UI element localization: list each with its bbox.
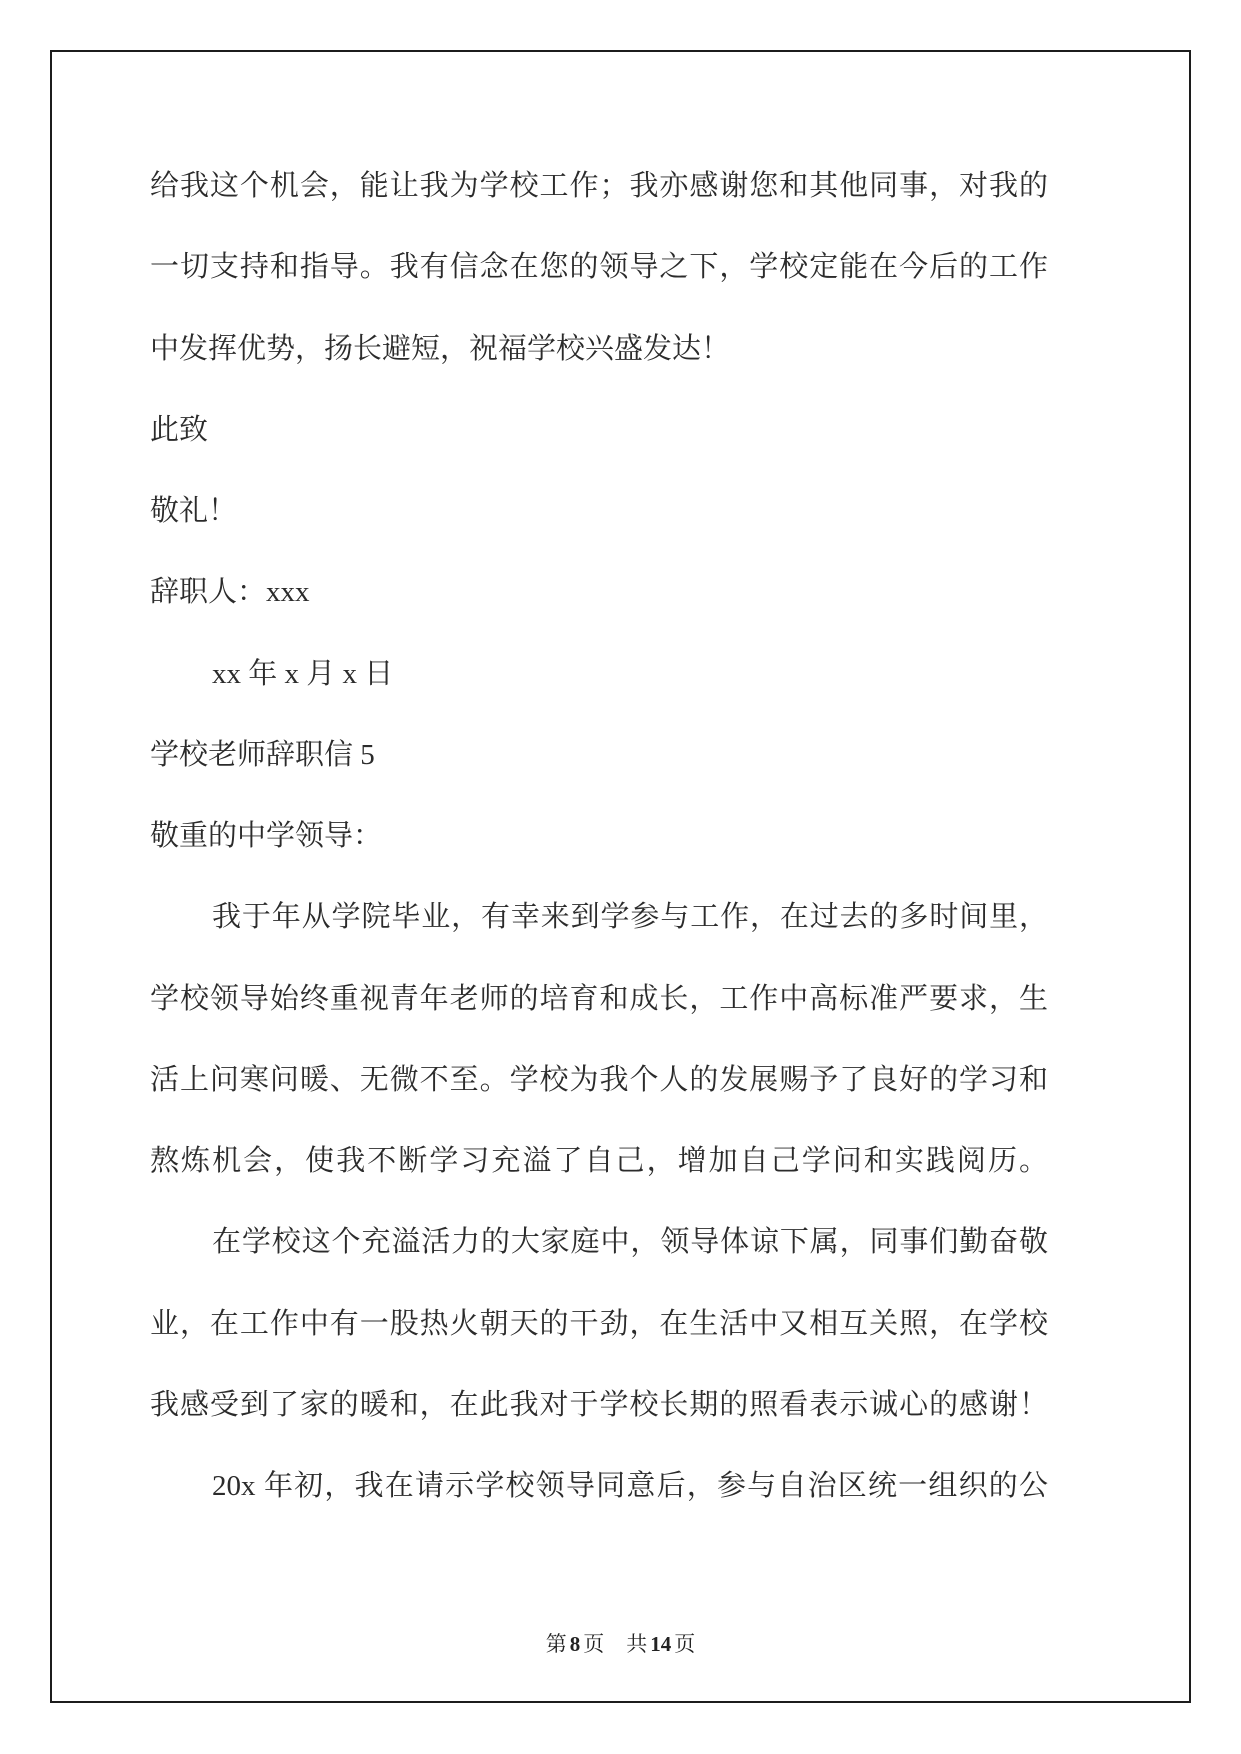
letter-line: 中发挥优势，扬长避短，祝福学校兴盛发达！ (150, 332, 731, 365)
letter-line-salutation-cizhi: 此致 (150, 413, 209, 446)
letter-line: 20x 年初，我在请示学校领导同意后，参与自治区统一组织的公 (212, 1470, 1048, 1502)
letter-line: 熬炼机会，使我不断学习充溢了自己，增加自己学问和实践阅历。 (150, 1145, 1048, 1177)
letter-line: 一切支持和指导。我有信念在您的领导之下，学校定能在今后的工作 (150, 251, 1048, 284)
letter-line: 在学校这个充溢活力的大家庭中，领导体谅下属，同事们勤奋敬 (212, 1226, 1048, 1259)
current-page-number: 8 (569, 1632, 581, 1656)
letter-line: 我于年从学院毕业，有幸来到学参与工作，在过去的多时间里， (212, 901, 1048, 934)
letter-body (150, 146, 1048, 1527)
page-number-suffix: 页 (583, 1632, 605, 1656)
letter-line-salutation-jingli: 敬礼！ (150, 495, 238, 527)
page-number-prefix: 第 (545, 1632, 567, 1656)
page-footer (52, 1630, 1189, 1658)
total-pages-prefix: 共 (626, 1632, 648, 1656)
letter-line: 学校领导始终重视青年老师的培育和成长，工作中高标准严要求，生 (150, 982, 1048, 1015)
letter-line: 我感受到了家的暖和，在此我对于学校长期的照看表示诚心的感谢！ (150, 1388, 1048, 1421)
letter-line: 业，在工作中有一股热火朝天的干劲，在生活中又相互关照，在学校 (150, 1307, 1048, 1340)
total-pages-number: 14 (650, 1632, 672, 1656)
total-pages-suffix: 页 (674, 1632, 696, 1656)
letter-line-greeting: 敬重的中学领导： (150, 820, 383, 852)
letter-line: 给我这个机会，能让我为学校工作；我亦感谢您和其他同事，对我的 (150, 170, 1048, 202)
section-heading: 学校老师辞职信 5 (150, 738, 375, 771)
page-border-frame (50, 50, 1191, 1703)
letter-line-signature: 辞职人：xxx (150, 576, 310, 609)
letter-line-date: xx 年 x 月 x 日 (212, 657, 394, 690)
letter-line: 活上问寒问暖、无微不至。学校为我个人的发展赐予了良好的学习和 (150, 1063, 1048, 1096)
